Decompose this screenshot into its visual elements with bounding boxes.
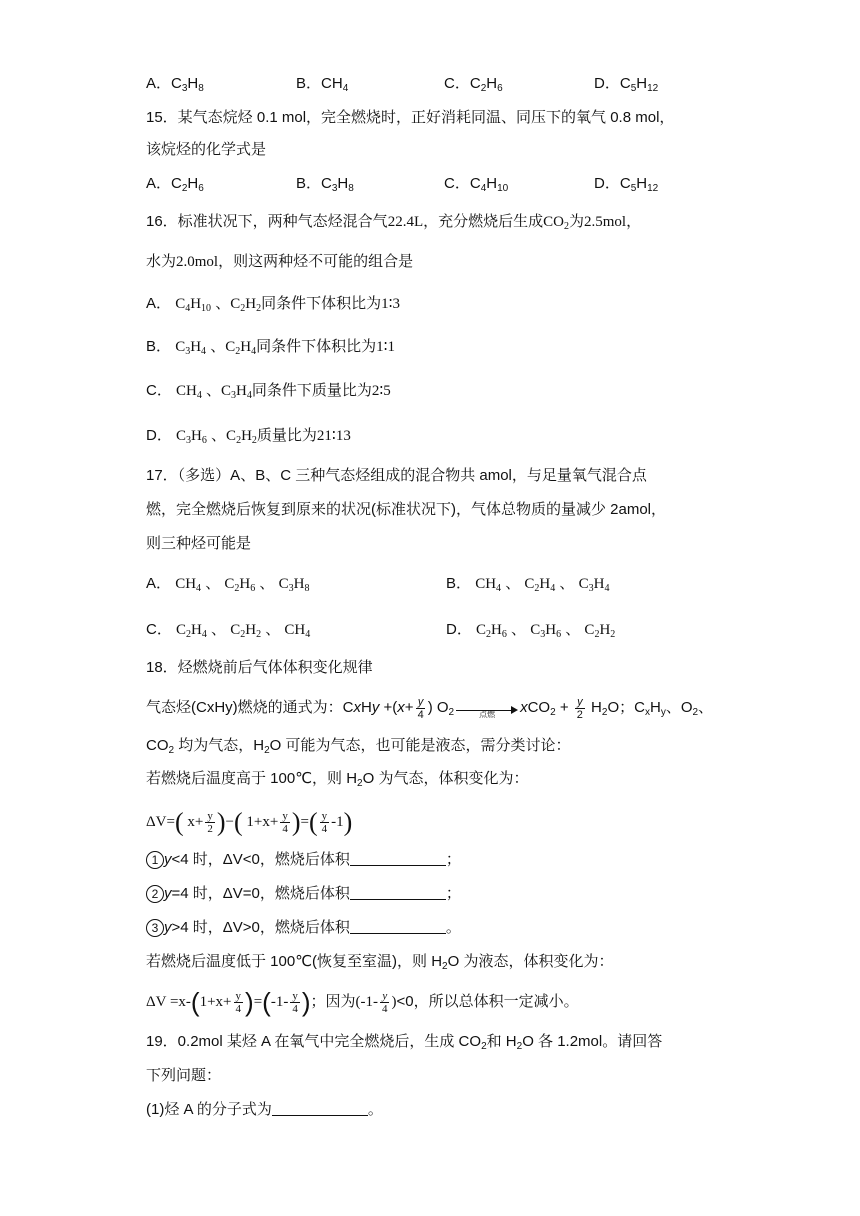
answer-blank[interactable] <box>350 851 446 866</box>
q19-stem-line1: 19．0.2mol 某烃 A 在氧气中完全燃烧后，生成 $CO_2$和 $H_2O$ 各 1.2mol。请回答 <box>146 1033 663 1052</box>
q16-stem-line2: 水为2.0mol，则这两种烃不可能的组合是 <box>146 253 414 270</box>
q16-stem-line1: 16．标准状况下，两种气态烃混合气22.4L，充分燃烧后生成$CO_2$为2.5mol， <box>146 213 642 232</box>
q19-stem-line2: 下列问题： <box>146 1067 222 1084</box>
q15-stem-line2: 该烷烃的化学式是 <box>146 141 267 158</box>
q18-case-2: 2 y=4 时，ΔV=0，燃烧后体积 ； <box>146 884 461 904</box>
q14-option-b[interactable]: B．$CH_4$ <box>296 75 349 94</box>
q17-option-a[interactable]: A． $CH_4$ 、 $C_2H_6$ 、 $C_3H_8$ <box>146 575 310 594</box>
q18-line4: 若燃烧后温度低于 100℃(恢复至室温)，则 $H_2O$ 为液态，体积变化为： <box>146 953 614 972</box>
q17-stem-line1: 17．（多选）A、B、C 三种气态烃组成的混合物共 amol，与足量氧气混合点 <box>146 467 647 484</box>
q16-option-c[interactable]: C． $CH_4$ 、$C_3H_4$同条件下质量比为2∶5 <box>146 382 391 401</box>
q15-option-a[interactable]: A．$C_2H_6$ <box>146 175 204 194</box>
q16-option-b[interactable]: B． $C_3H_4$ 、$C_2H_4$同条件下体积比为1∶1 <box>146 338 395 357</box>
q15-stem-line1: 15．某气态烷烃 0.1 mol，完全燃烧时，正好消耗同温、同压下的氧气 0.8 mol， <box>146 109 675 126</box>
q15-option-c[interactable]: C．$C_4H_{10}$ <box>444 175 509 194</box>
q18-case-3: 3 y>4 时，ΔV>0，燃烧后体积 。 <box>146 918 461 938</box>
q17-stem-line3: 则三种烃可能是 <box>146 535 252 552</box>
q18-case-1: 1 y<4 时，ΔV<0，燃烧后体积 ； <box>146 850 461 870</box>
answer-blank[interactable] <box>272 1101 368 1116</box>
q18-line2: $CO_2$ 均为气态，$H_2O$ 可能为气态，也可能是液态，需分类讨论： <box>146 737 571 756</box>
q17-option-b[interactable]: B． $CH_4$ 、 $C_2H_4$ 、 $C_3H_4$ <box>446 575 610 594</box>
q14-option-a[interactable]: A．$C_3H_8$ <box>146 75 204 94</box>
q15-option-b[interactable]: B．$C_3H_8$ <box>296 175 354 194</box>
answer-blank[interactable] <box>350 919 446 934</box>
co2-formula: $CO_2$ <box>543 214 569 232</box>
q17-option-d[interactable]: D． $C_2H_6$ 、 $C_3H_6$ 、 $C_2H_2$ <box>446 621 616 640</box>
q16-option-a[interactable]: A． $C_4H_{10}$ 、$C_2H_2$同条件下体积比为1∶3 <box>146 295 400 314</box>
q18-combustion-equation: 气态烃(CxHy)燃烧的通式为：CxHy +(x+ $\frac{y}{4}$ ) $O_2$ 点燃 xCO$_2$ + $\frac{y}{2}$ $H_2O$；$C_xH_y$、$O_2$、 <box>146 695 714 721</box>
q14-option-c[interactable]: C．$C_2H_6$ <box>444 75 503 94</box>
circled-number-icon: 2 <box>146 885 164 903</box>
q17-option-c[interactable]: C． $C_2H_4$ 、 $C_2H_2$ 、 $CH_4$ <box>146 621 311 640</box>
q15-option-d[interactable]: D．$C_5H_{12}$ <box>594 175 659 194</box>
q14-option-d[interactable]: D．$C_5H_{12}$ <box>594 75 659 94</box>
circled-number-icon: 1 <box>146 851 164 869</box>
q18-title: 18．烃燃烧前后气体体积变化规律 <box>146 659 373 676</box>
q19-subquestion-1: (1)烃 A 的分子式为 。 <box>146 1101 383 1118</box>
delta-v-formula-gas: ΔV=( x+ $\frac{y}{2}$ )−( 1+x+ $\frac{y}{4}$ )=( $\frac{y}{4}$ -1) <box>146 807 353 837</box>
q18-line3: 若燃烧后温度高于 100℃，则 $H_2O$ 为气态，体积变化为： <box>146 770 529 789</box>
delta-v-formula-liquid: ΔV =x-(1+x+ $\frac{y}{4}$ )=(-1- $\frac{y}{4}$ )；因为(-1- $\frac{y}{4}$ )<0，所以总体积一定减小。 <box>146 987 579 1018</box>
answer-blank[interactable] <box>350 885 446 900</box>
q16-option-d[interactable]: D． $C_3H_6$ 、$C_2H_2$质量比为21∶13 <box>146 427 351 446</box>
circled-number-icon: 3 <box>146 919 164 937</box>
reaction-arrow: 点燃 <box>456 701 518 715</box>
q17-stem-line2: 燃，完全燃烧后恢复到原来的状况(标准状况下)，气体总物质的量减少 2amol， <box>146 501 667 518</box>
